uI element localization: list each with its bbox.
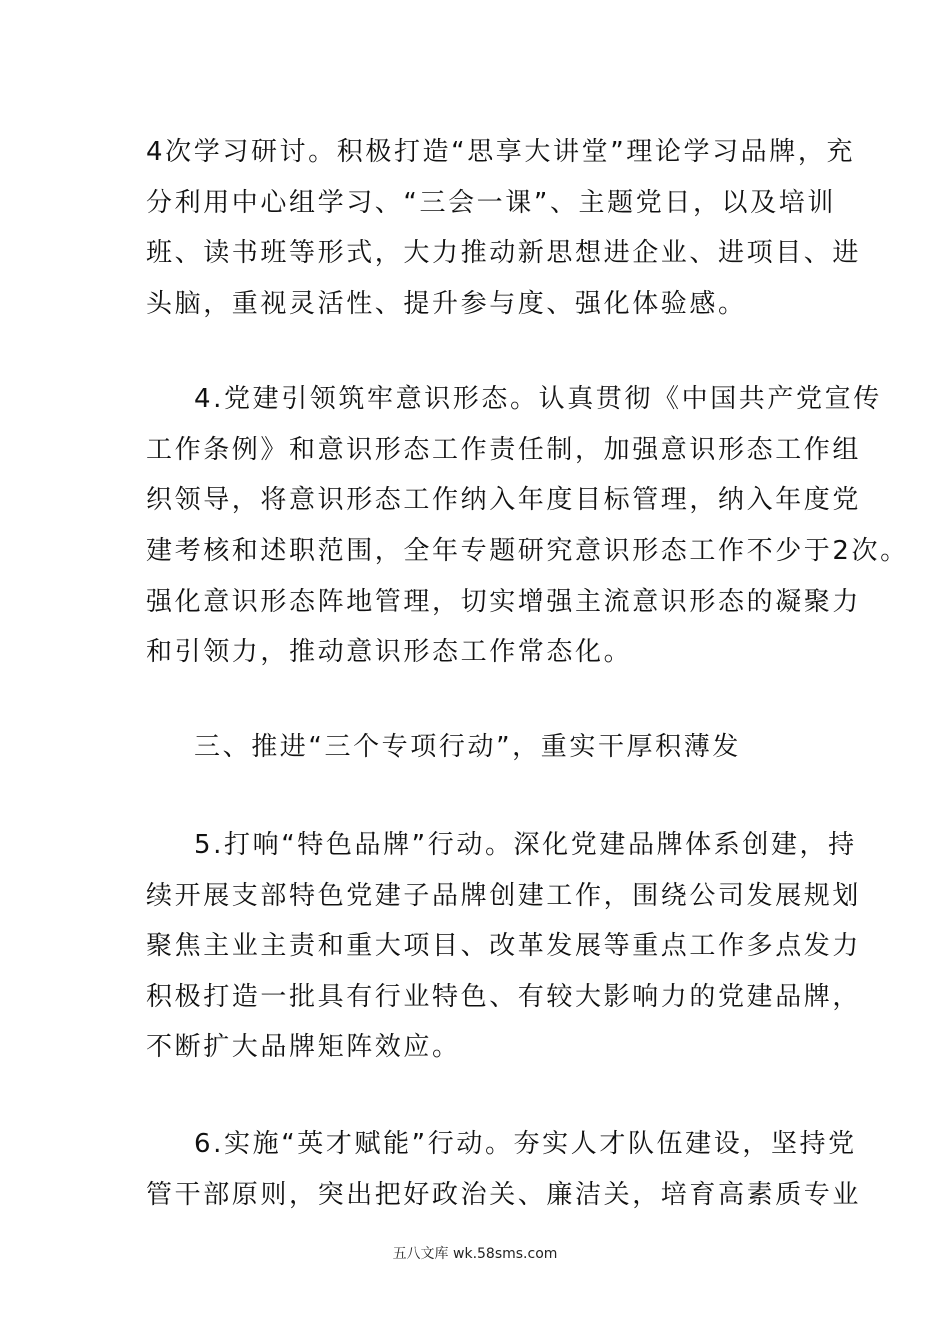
text-line: 头脑，重视灵活性、提升参与度、强化体验感。 bbox=[146, 289, 747, 319]
text-line: 积极打造一批具有行业特色、有较大影响力的党建品牌， bbox=[146, 982, 862, 1012]
text-line: 聚焦主业主责和重大项目、改革发展等重点工作多点发力 bbox=[146, 931, 862, 961]
text-line: 管干部原则，突出把好政治关、廉洁关，培育高素质专业 bbox=[146, 1180, 862, 1210]
page-footer: 五八文库 wk.58sms.com bbox=[392, 1246, 558, 1262]
text-line: 5.打响“特色品牌”行动。深化党建品牌体系创建，持 bbox=[194, 830, 857, 860]
text-line: 分利用中心组学习、“三会一课”、主题党日，以及培训 bbox=[146, 188, 836, 218]
text-line: 织领导，将意识形态工作纳入年度目标管理，纳入年度党 bbox=[146, 485, 862, 515]
text-line: 4次学习研讨。积极打造“思享大讲堂”理论学习品牌，充 bbox=[146, 137, 856, 167]
text-line: 班、读书班等形式，大力推动新思想进企业、进项目、进 bbox=[146, 238, 862, 268]
heading-line: 三、推进“三个专项行动”，重实干厚积薄发 bbox=[194, 732, 741, 762]
text-line: 强化意识形态阵地管理，切实增强主流意识形态的凝聚力 bbox=[146, 587, 862, 617]
text-line: 不断扩大品牌矩阵效应。 bbox=[146, 1032, 461, 1062]
text-line: 4.党建引领筑牢意识形态。认真贯彻《中国共产党宣传 bbox=[194, 384, 882, 414]
text-line: 续开展支部特色党建子品牌创建工作，围绕公司发展规划 bbox=[146, 881, 862, 911]
text-line: 6.实施“英才赋能”行动。夯实人才队伍建设，坚持党 bbox=[194, 1129, 857, 1159]
text-line: 和引领力，推动意识形态工作常态化。 bbox=[146, 637, 633, 667]
text-line: 建考核和述职范围，全年专题研究意识形态工作不少于2次。 bbox=[146, 536, 909, 566]
text-line: 工作条例》和意识形态工作责任制，加强意识形态工作组 bbox=[146, 435, 862, 465]
